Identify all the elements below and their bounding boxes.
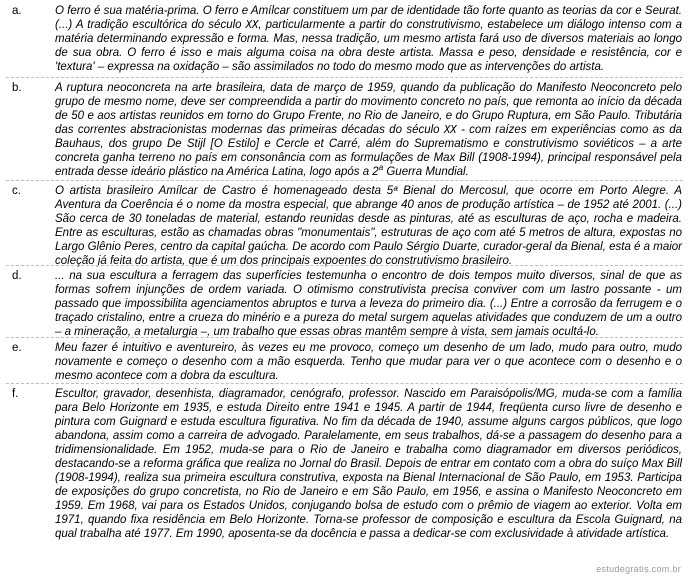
option-letter: d. <box>12 270 22 282</box>
text-segment: XX <box>443 124 457 136</box>
text-segment: a <box>378 163 384 173</box>
divider <box>6 77 683 78</box>
option-letter: e. <box>12 342 22 354</box>
option-text <box>55 184 682 268</box>
option-letter: b. <box>12 82 22 94</box>
text-segment: A ruptura neoconcreta na arte brasileira, data de março de 1959, quando da publicação do Manifesto Neoconcreto pelo grupo de mesmo nome, deve ser compreendida a partir do movimento concreto no país, que remonta ao início da década de 50 e aos artistas reunidos em torno do Grupo Frente, no Rio de Janeiro, e do Grupo Ruptura, em São Paulo. Tributária das correntes abstracionistas modernas das primeiras décadas do século <box>55 82 682 136</box>
option-letter: a. <box>12 5 22 17</box>
text-segment: Guerra Mundial. <box>383 166 469 178</box>
divider <box>6 337 683 338</box>
text-segment: XX <box>245 19 259 31</box>
option-text <box>55 387 682 541</box>
text-segment: , particularmente a partir do construtivismo, estabelece um diálogo intenso com a matéria determinando expressão e forma. Mas, nessa tradição, um mesmo artista fará uso de diversos materiais ao longo de sua obra. O ferro é isso e mais alguma coisa na obra deste artista. Massa e peso, densidade e resistência, cor e 'textura' – expressa na oxidação – são assimilados no todo do mesmo modo que as intervenções do artista. <box>55 19 682 73</box>
text-segment: O artista brasileiro Amílcar de Castro é homenageado desta 5ª Bienal do Mercosul, que ocorre em Porto Alegre. A Aventura da Coerência é o nome da mostra especial, que abrange 40 anos de produção artística – de 1952 até 2001. (...) São cerca de 30 toneladas de material, estando reunidas desde as pinturas, até as esculturas de aço, rocha e madeira. Entre as esculturas, estão as chamadas obras "monumentais", estruturas de aço com até 5 metros de altura, expostas no Largo Glênio Peres, centro da capital gaúcha. De acordo com Paulo Sérgio Duarte, curador-geral da Bienal, esta é a maior coleção já feita do artista, que é um dos principais expoentes do construtivismo brasileiro. <box>55 185 682 267</box>
option-text <box>55 341 682 383</box>
option-letter: c. <box>12 185 21 197</box>
text-segment: O ferro é sua matéria-prima. O ferro e Amílcar constituem um par de identidade tão forte quanto as teorias da cor e Seurat. (...) A tradição escultórica do século <box>55 5 682 31</box>
option-text <box>55 81 682 179</box>
divider <box>6 265 683 266</box>
text-segment: ... na sua escultura a ferragem das superfícies testemunha o encontro de dois tempos muito diversos, sinal de que as formas sofrem injunções de ordem variada. O otimismo construtivista precisa conviver com um lastro possante - um passado que impossibilita agenciamentos abruptos e turva a leveza do primeiro dia. (...) Entre a corrosão da ferrugem e o traçado cristalino, entre a crueza do minério e a pureza do metal surgem aquelas atividades que conduzem de um a outro – a mineração, a metalurgia –, um trabalho que essas obras mantêm sempre à vista, sem jamais ocultá-lo. <box>55 270 682 338</box>
text-segment: - com raízes em experiências como as da Bauhaus, dos grupo De Stijl [O Estilo] e Cercle et Carré, além do Suprematismo e construtivismo soviéticos – a arte concreta ganha terreno no país em consonância com as formulações de Max Bill (1908-1994), principal responsável pela entrada desse ideário plástico na América Latina, logo após a 2 <box>55 124 682 178</box>
option-letter: f. <box>12 388 19 400</box>
option-text <box>55 4 682 74</box>
site-watermark: estudegratis.com.br <box>596 564 681 574</box>
divider <box>6 383 683 384</box>
text-segment: Escultor, gravador, desenhista, diagramador, cenógrafo, professor. Nascido em Paraisópolis/MG, muda-se com a família para Belo Horizonte em 1935, e estuda Direito entre 1941 e 1945. A partir de 1944, freqüenta curso livre de desenho e pintura com Guignard e estuda escultura figurativa. No fim da década de 1940, assume alguns cargos públicos, que logo abandona, assim como a carreira de advogado. Paralelamente, em seus trabalhos, dá-se a passagem do desenho para a tridimensionalidade. Em 1952, muda-se para o Rio de Janeiro e trabalha como diagramador em diversos periódicos, destacando-se a reforma gráfica que realiza no Jornal do Brasil. Depois de entrar em contato com a obra do suíço Max Bill (1908-1994), realiza sua primeira escultura construtiva, exposta na Bienal Internacional de São Paulo, em 1953. Participa de exposições do grupo concretista, no Rio de Janeiro e em São Paulo, em 1956, e assina o Manifesto Neoconcreto em 1959. Em 1968, vai para os Estados Unidos, conjugando bolsa de estudo com o prêmio de viagem ao exterior. Volta em 1971, quando fixa residência em Belo Horizonte. Torna-se professor de composição e escultura da Escola Guignard, na qual trabalha até 1977. Em 1990, aposenta-se da docência e passa a dedicar-se com exclusividade à atividade artística. <box>55 388 682 540</box>
option-text <box>55 269 682 339</box>
divider <box>6 180 683 181</box>
text-segment: Meu fazer é intuitivo e aventureiro, às vezes eu me provoco, começo um desenho de um lado, mudo para outro, mudo novamente e começo o desenho com a mão esquerda. Tenho que mudar para ver o que acontece com o desenho e o mesmo acontece com a dobra da escultura. <box>55 342 682 382</box>
